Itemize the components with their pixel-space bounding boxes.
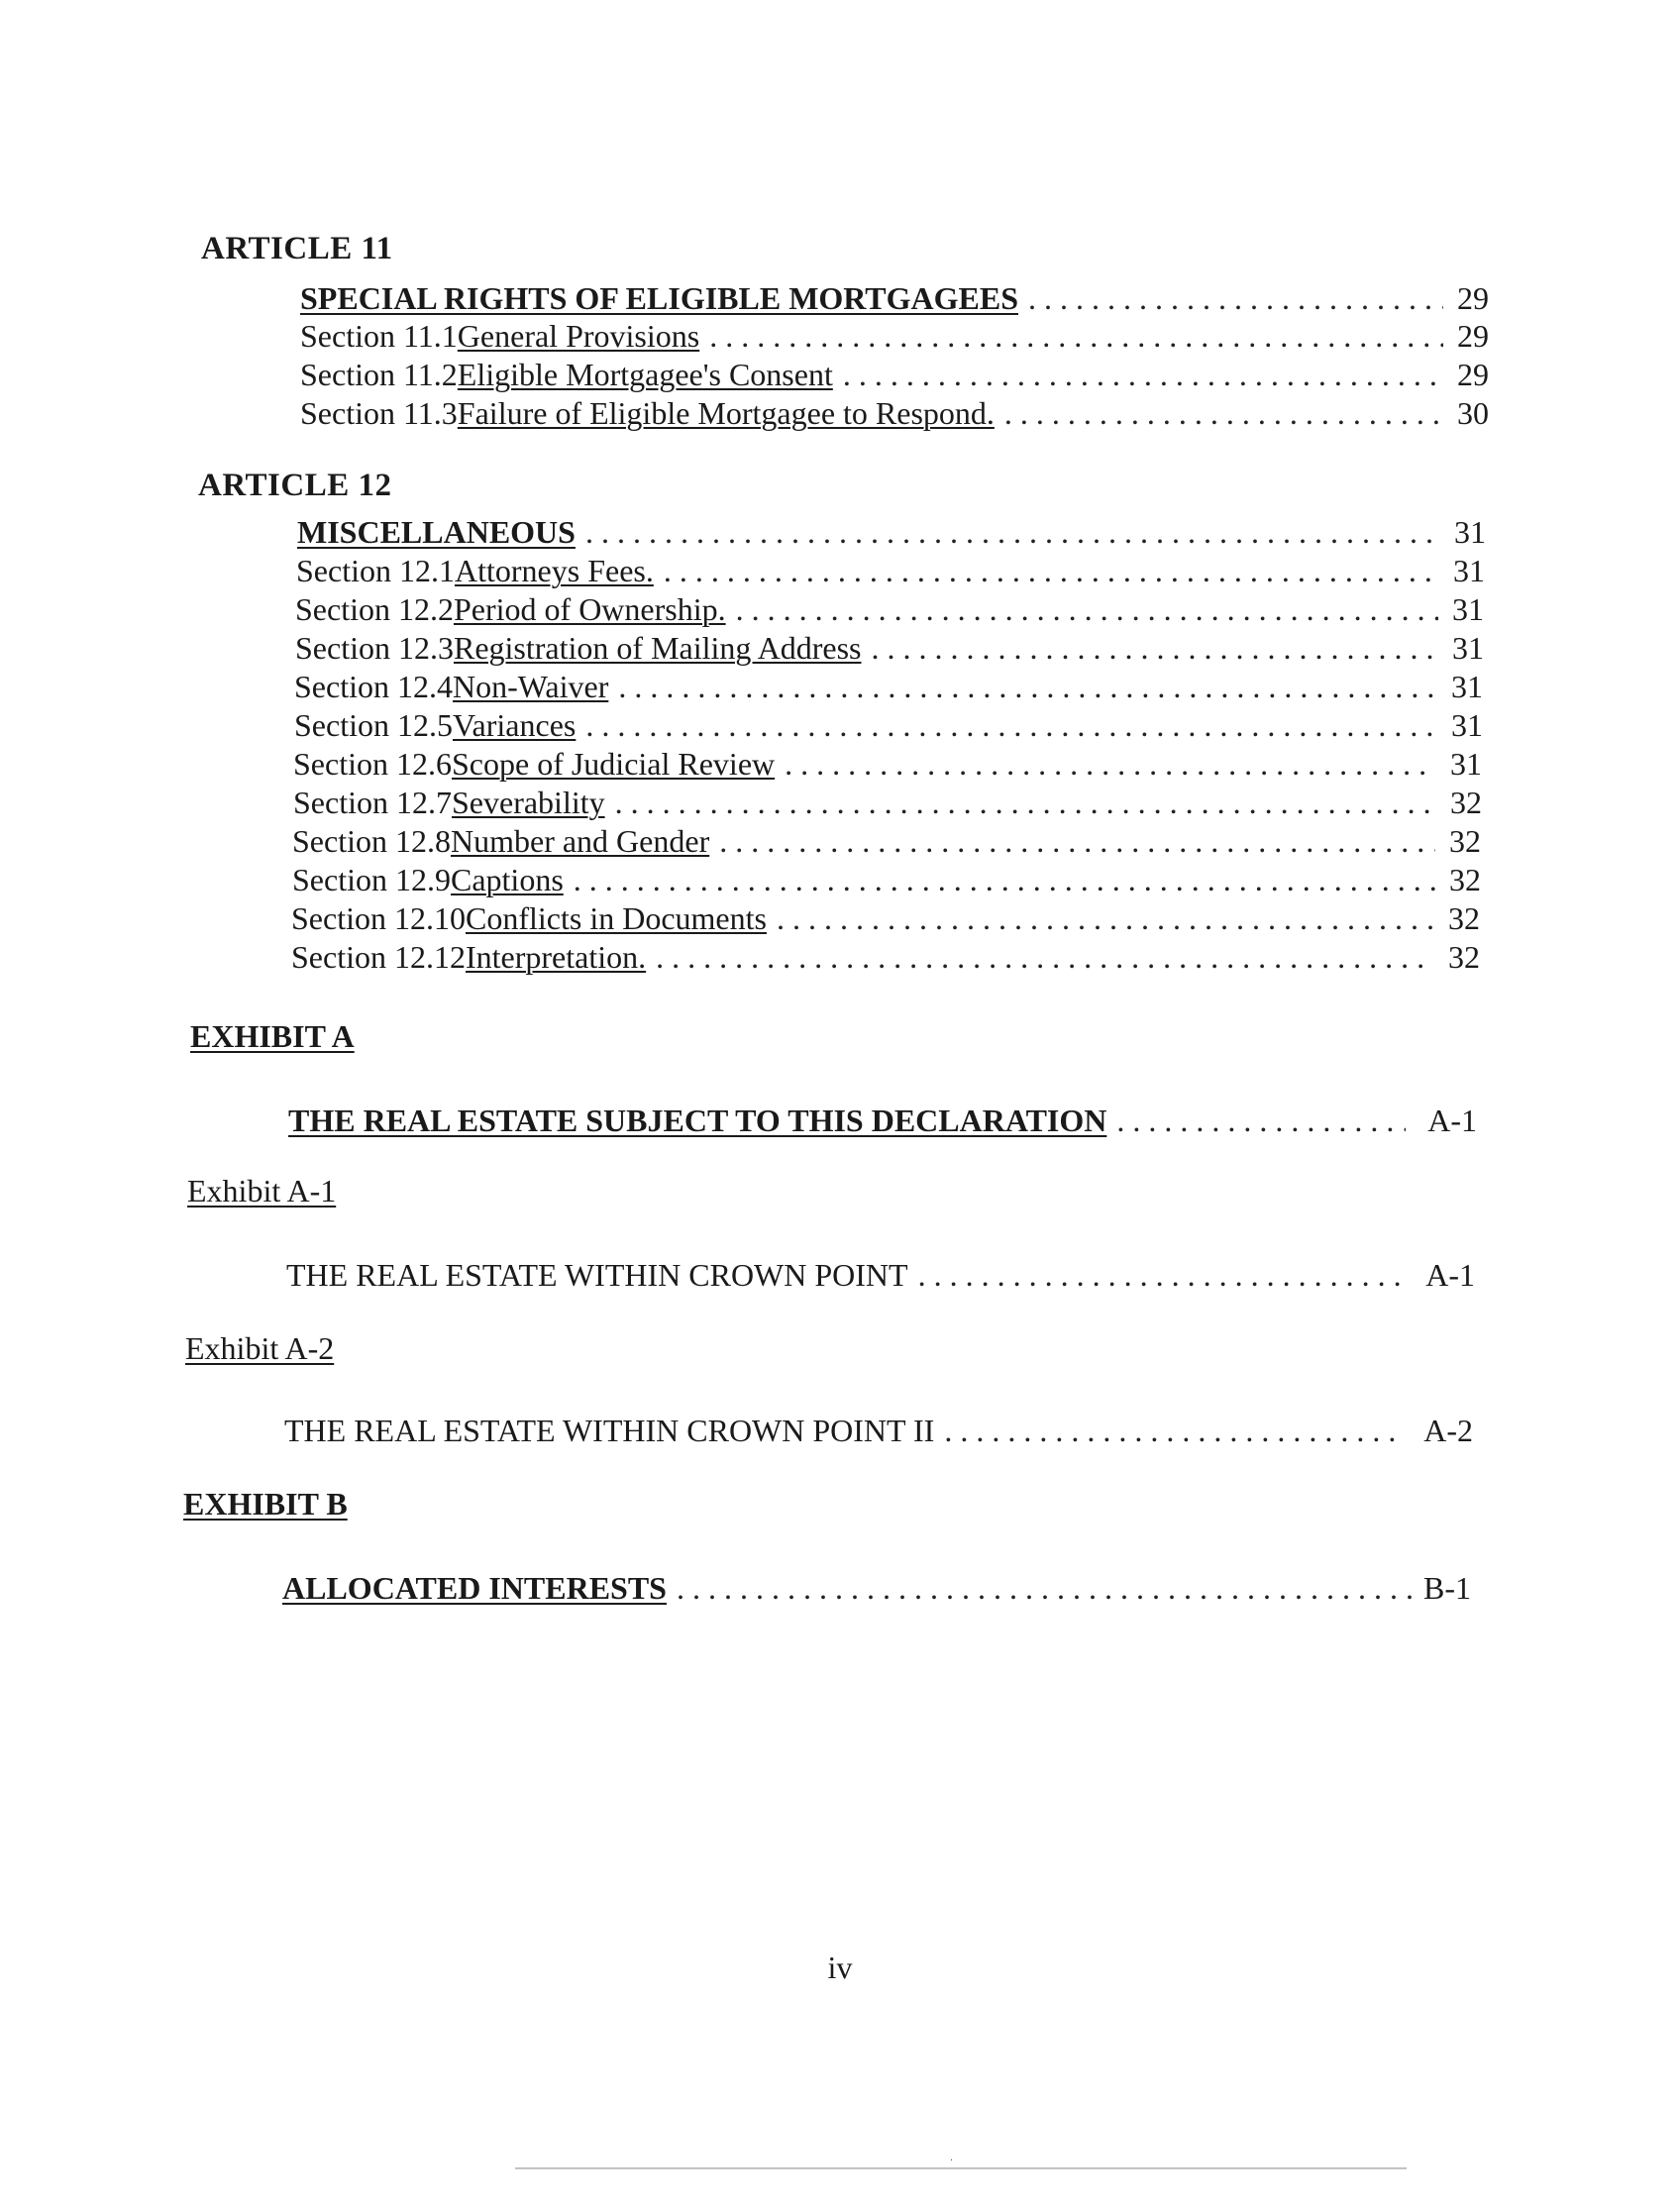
page-ref: 30 <box>1457 395 1489 431</box>
section-title[interactable]: Number and Gender <box>450 823 710 859</box>
toc-entry-11-1[interactable] <box>300 317 1489 355</box>
exhibit-a2-title[interactable]: THE REAL ESTATE WITHIN CROWN POINT II <box>284 1413 935 1448</box>
section-title[interactable]: Captions <box>450 862 564 897</box>
section-number: Section 12.3 <box>295 630 454 666</box>
toc-entry-12-7[interactable] <box>293 784 1482 821</box>
article-12-heading: ARTICLE 12 <box>198 468 392 503</box>
page-ref: 32 <box>1450 785 1482 820</box>
exhibit-a1-title[interactable]: THE REAL ESTATE WITHIN CROWN POINT <box>286 1257 908 1293</box>
dot-leader <box>843 356 1443 393</box>
dot-leader <box>585 706 1437 744</box>
article-11-heading: ARTICLE 11 <box>201 231 393 266</box>
article-11-title[interactable]: SPECIAL RIGHTS OF ELIGIBLE MORTGAGEES <box>300 280 1018 316</box>
exhibit-a2-entry[interactable] <box>284 1412 1473 1449</box>
dot-leader <box>785 745 1436 783</box>
section-title[interactable]: Period of Ownership. <box>453 591 726 627</box>
article-11-title-entry[interactable] <box>300 279 1489 317</box>
page-ref: 31 <box>1453 553 1485 588</box>
dot-leader <box>777 899 1434 937</box>
page-ref: 32 <box>1449 862 1481 897</box>
section-number: Section 12.4 <box>294 669 453 704</box>
scan-artifact-dot <box>951 2159 952 2160</box>
dot-leader <box>872 629 1439 667</box>
section-number: Section 12.8 <box>292 823 451 859</box>
exhibit-a1-entry[interactable] <box>286 1256 1475 1294</box>
section-number: Section 12.6 <box>293 746 452 782</box>
section-title[interactable]: Attorneys Fees. <box>454 553 654 588</box>
page-ref: 31 <box>1450 746 1482 782</box>
dot-leader <box>1116 1102 1406 1139</box>
page-ref: A-1 <box>1427 1103 1477 1138</box>
section-title[interactable]: Registration of Mailing Address <box>453 630 862 666</box>
dot-leader <box>677 1569 1418 1607</box>
section-title[interactable]: General Provisions <box>457 318 700 354</box>
section-title[interactable]: Variances <box>452 707 577 743</box>
dot-leader <box>709 317 1443 355</box>
article-12-title[interactable]: MISCELLANEOUS <box>297 514 576 550</box>
exhibit-a-entry[interactable] <box>288 1102 1477 1139</box>
section-title[interactable]: Non-Waiver <box>452 669 609 704</box>
section-number: Section 11.3 <box>300 395 458 431</box>
page-ref: A-2 <box>1423 1413 1473 1448</box>
dot-leader <box>1028 279 1443 317</box>
section-title[interactable]: Conflicts in Documents <box>465 900 767 936</box>
toc-entry-12-2[interactable] <box>295 590 1484 628</box>
section-title[interactable]: Interpretation. <box>465 939 647 975</box>
section-number: Section 12.12 <box>291 939 466 975</box>
toc-entry-12-3[interactable] <box>295 629 1484 667</box>
page-ref: 29 <box>1457 280 1489 316</box>
section-title[interactable]: Scope of Judicial Review <box>451 746 776 782</box>
dot-leader <box>618 668 1437 705</box>
dot-leader <box>615 784 1436 821</box>
section-number: Section 11.1 <box>300 318 458 354</box>
exhibit-b-title[interactable]: ALLOCATED INTERESTS <box>282 1570 667 1606</box>
toc-entry-12-1[interactable] <box>296 552 1485 589</box>
page-ref: 31 <box>1451 707 1483 743</box>
exhibit-a2-heading[interactable]: Exhibit A-2 <box>185 1330 335 1366</box>
toc-entry-12-12[interactable] <box>291 938 1480 976</box>
section-number: Section 12.2 <box>295 591 454 627</box>
page-ref: 32 <box>1449 823 1481 859</box>
section-number: Section 12.9 <box>292 862 451 897</box>
dot-leader <box>656 938 1434 976</box>
toc-entry-12-8[interactable] <box>292 822 1481 860</box>
toc-entry-12-10[interactable] <box>291 899 1480 937</box>
toc-entry-11-3[interactable] <box>300 394 1489 432</box>
exhibit-b-entry[interactable] <box>282 1569 1471 1607</box>
scan-artifact-line <box>515 2167 1407 2169</box>
exhibit-a-title[interactable]: THE REAL ESTATE SUBJECT TO THIS DECLARATION <box>288 1103 1107 1138</box>
page-ref: 29 <box>1457 318 1489 354</box>
dot-leader <box>1004 394 1443 432</box>
page-number: iv <box>827 1949 853 1985</box>
toc-entry-12-5[interactable] <box>294 706 1483 744</box>
dot-leader <box>736 590 1438 628</box>
exhibit-a-heading[interactable]: EXHIBIT A <box>190 1018 355 1054</box>
page-ref: 29 <box>1457 357 1489 392</box>
page-ref: 31 <box>1452 591 1484 627</box>
article-12-title-entry[interactable] <box>297 513 1486 551</box>
section-number: Section 12.7 <box>293 785 452 820</box>
dot-leader <box>719 822 1435 860</box>
page-ref: A-1 <box>1425 1257 1475 1293</box>
section-number: Section 12.5 <box>294 707 453 743</box>
page-ref: 31 <box>1452 630 1484 666</box>
exhibit-b-heading[interactable]: EXHIBIT B <box>183 1486 348 1522</box>
page-ref: 32 <box>1448 939 1480 975</box>
exhibit-a1-heading[interactable]: Exhibit A-1 <box>187 1173 337 1208</box>
page-ref: 31 <box>1454 514 1486 550</box>
section-title[interactable]: Severability <box>451 785 605 820</box>
dot-leader <box>918 1256 1405 1294</box>
section-title[interactable]: Eligible Mortgagee's Consent <box>457 357 833 392</box>
dot-leader <box>585 513 1440 551</box>
toc-entry-12-9[interactable] <box>292 861 1481 898</box>
toc-entry-12-6[interactable] <box>293 745 1482 783</box>
page-ref: 31 <box>1451 669 1483 704</box>
section-number: Section 12.10 <box>291 900 466 936</box>
section-number: Section 11.2 <box>300 357 458 392</box>
dot-leader <box>944 1412 1402 1449</box>
dot-leader <box>574 861 1435 898</box>
page-ref: B-1 <box>1423 1570 1471 1606</box>
toc-entry-12-4[interactable] <box>294 668 1483 705</box>
section-title[interactable]: Failure of Eligible Mortgagee to Respond. <box>457 395 995 431</box>
section-number: Section 12.1 <box>296 553 455 588</box>
page-ref: 32 <box>1448 900 1480 936</box>
dot-leader <box>664 552 1439 589</box>
toc-entry-11-2[interactable] <box>300 356 1489 393</box>
